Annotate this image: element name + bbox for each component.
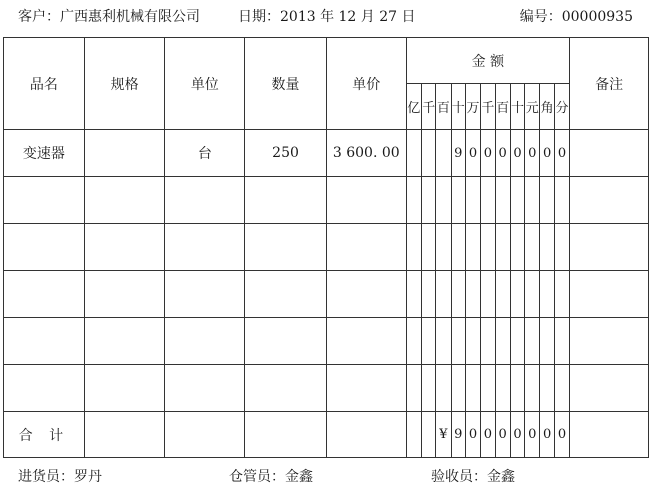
warehouse-field: 仓管员：金鑫 bbox=[229, 469, 313, 485]
buyer-field: 进货员：罗丹 bbox=[18, 469, 102, 485]
cell-digit: 0 bbox=[554, 130, 569, 177]
digit-header: 亿 bbox=[406, 84, 421, 130]
cell-digit: 0 bbox=[540, 130, 554, 177]
col-header-note: 备注 bbox=[570, 38, 649, 130]
slip-footer bbox=[18, 467, 633, 487]
delivery-table bbox=[3, 37, 649, 458]
total-label: 合 计 bbox=[4, 412, 85, 458]
total-digit: 0 bbox=[510, 412, 524, 458]
cell-digit: 9 bbox=[451, 130, 465, 177]
digit-header: 分 bbox=[554, 84, 569, 130]
total-digit bbox=[406, 412, 421, 458]
cell-digit: 0 bbox=[465, 130, 480, 177]
inspector-field: 验收员：金鑫 bbox=[431, 469, 515, 485]
cell-price: 3 600. 00 bbox=[326, 130, 406, 177]
digit-header: 十 bbox=[510, 84, 524, 130]
table-row bbox=[4, 271, 649, 318]
cell-digit: 0 bbox=[481, 130, 495, 177]
total-digit: 9 bbox=[451, 412, 465, 458]
cell-digit bbox=[436, 130, 451, 177]
table-row bbox=[4, 130, 649, 177]
cell-digit: 0 bbox=[495, 130, 510, 177]
cell-spec bbox=[84, 130, 165, 177]
total-digit: 0 bbox=[554, 412, 569, 458]
col-header-qty: 数量 bbox=[245, 38, 327, 130]
col-header-price: 单价 bbox=[326, 38, 406, 130]
table-row bbox=[4, 224, 649, 271]
total-digit: ¥ bbox=[436, 412, 451, 458]
cell-digit bbox=[421, 130, 435, 177]
total-digit: 0 bbox=[525, 412, 540, 458]
cell-digit bbox=[406, 130, 421, 177]
col-header-amount: 金 额 bbox=[406, 38, 570, 84]
total-digit: 0 bbox=[465, 412, 480, 458]
digit-header: 千 bbox=[421, 84, 435, 130]
cell-qty: 250 bbox=[245, 130, 327, 177]
total-digit: 0 bbox=[540, 412, 554, 458]
cell-name: 变速器 bbox=[4, 130, 85, 177]
digit-header: 百 bbox=[495, 84, 510, 130]
digit-header: 千 bbox=[481, 84, 495, 130]
total-row bbox=[4, 412, 649, 458]
digit-header: 元 bbox=[525, 84, 540, 130]
table-row bbox=[4, 365, 649, 412]
col-header-unit: 单位 bbox=[165, 38, 245, 130]
cell-digit: 0 bbox=[525, 130, 540, 177]
col-header-name: 品名 bbox=[4, 38, 85, 130]
digit-header: 角 bbox=[540, 84, 554, 130]
total-digit: 0 bbox=[481, 412, 495, 458]
digit-header: 十 bbox=[451, 84, 465, 130]
slip-header bbox=[18, 7, 633, 27]
total-digit bbox=[421, 412, 435, 458]
total-digit: 0 bbox=[495, 412, 510, 458]
cell-digit: 0 bbox=[510, 130, 524, 177]
cell-unit: 台 bbox=[165, 130, 245, 177]
col-header-spec: 规格 bbox=[84, 38, 165, 130]
number-field: 编号：00000935 bbox=[519, 9, 633, 25]
date-field: 日期：2013 年 12 月 27 日 bbox=[238, 9, 416, 25]
digit-header: 万 bbox=[465, 84, 480, 130]
customer-field: 客户：广西惠利机械有限公司 bbox=[18, 9, 200, 25]
table-row bbox=[4, 177, 649, 224]
table-row bbox=[4, 318, 649, 365]
cell-note bbox=[570, 130, 649, 177]
digit-header: 百 bbox=[436, 84, 451, 130]
